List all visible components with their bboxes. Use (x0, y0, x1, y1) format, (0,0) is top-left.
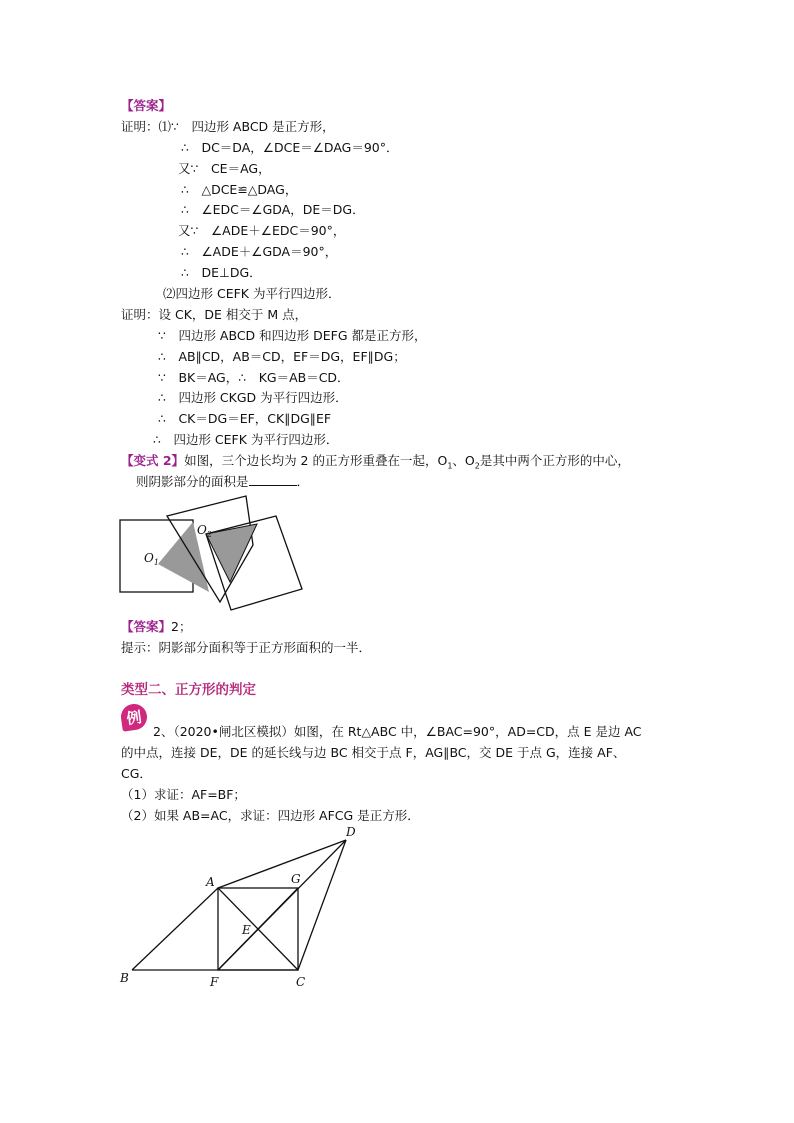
section-heading: 类型二、正方形的判定 (121, 682, 256, 698)
proof-2-step-1: ∵ 四边形 ABCD 和四边形 DEFG 都是正方形， (158, 328, 427, 343)
segment-ad (218, 840, 346, 888)
answer-blank (249, 473, 297, 486)
variant-sub-1: 1 (447, 461, 453, 471)
point-f: F (210, 975, 219, 989)
proof-1-step-4: ∴ ∠EDC＝∠GDA，DE＝DG． (181, 202, 365, 218)
proof-2-step-4: ∴ 四边形 CKGD 为平行四边形． (158, 390, 348, 406)
question-2: （2）如果 AB=AC，求证：四边形 AFCG 是正方形． (121, 808, 420, 823)
point-g: G (291, 872, 301, 886)
geometry-figure (110, 820, 370, 1000)
blank-end: ． (296, 474, 310, 489)
point-b: B (120, 971, 129, 985)
proof-1-step-7: ∴ DE⊥DG． (181, 264, 262, 280)
example-badge: 例 (119, 702, 148, 731)
point-e: E (242, 923, 251, 937)
question-1: （1）求证：AF=BF； (121, 787, 246, 802)
overlapping-squares-figure (110, 492, 310, 616)
label-o1: $O_1$ (144, 551, 159, 567)
point-a: A (206, 875, 215, 889)
answer-tag: 【答案】 (121, 98, 172, 113)
point-d: D (346, 825, 356, 839)
proof-1-step-2: 又∵ CE＝AG， (178, 160, 271, 176)
answer-2-hint: 提示：阴影部分面积等于正方形面积的一半． (121, 640, 372, 655)
segment-ab (132, 888, 218, 970)
proof-1-intro: 证明：⑴∵ 四边形 ABCD 是正方形， (121, 119, 335, 134)
variant-question-line-2 (136, 472, 309, 492)
answer-2-tag: 【答案】 (121, 619, 172, 634)
variant-tag: 【变式 2】 (121, 453, 185, 468)
proof-1-step-1: ∴ DC＝DA，∠DCE＝∠DAG＝90°． (181, 140, 399, 155)
problem-line-3: CG． (121, 766, 152, 781)
variant-text-b: 是其中两个正方形的中心， (479, 453, 630, 468)
proof-1-step-3: ∴ △DCE≌△DAG， (181, 181, 298, 197)
proof-2-step-5: ∴ CK＝DG＝EF，CK∥DG∥EF (158, 411, 332, 427)
variant-line-2-text: 则阴影部分的面积是 (136, 474, 249, 489)
answer-2-line (121, 617, 191, 637)
proof-2-step-3: ∵ BK＝AG，∴ KG＝AB＝CD． (158, 369, 350, 385)
variant-sub-2: 2 (474, 461, 480, 471)
point-c: C (296, 975, 306, 989)
problem-line-2: 的中点，连接 DE，DE 的延长线与边 BC 相交于点 F，AG∥BC，交 DE 于点 G，连接 AF、 (121, 745, 626, 760)
problem-line-1: 2、（2020•闸北区模拟）如图，在 Rt△ABC 中，∠BAC=90°，AD=CD，点 E 是边 AC (153, 724, 642, 739)
segment-dc (298, 840, 346, 970)
proof-1-step-5: 又∵ ∠ADE＋∠EDC＝90°， (178, 223, 346, 239)
answer-2-value: 2； (171, 619, 192, 634)
proof-2-step-6: ∴ 四边形 CEFK 为平行四边形． (153, 432, 339, 447)
variant-text-a: 如图，三个边长均为 2 的正方形重叠在一起，O (184, 453, 448, 468)
proof-2-step-2: ∴ AB∥CD，AB＝CD，EF＝DG，EF∥DG； (158, 348, 406, 364)
variant-sep: 、O (452, 453, 475, 468)
part-2-title: ⑵四边形 CEFK 为平行四边形． (163, 286, 341, 301)
label-o2: $O_2$ (197, 523, 212, 539)
proof-2-intro: 证明：设 CK，DE 相交于 M 点， (121, 307, 308, 322)
proof-1-step-6: ∴ ∠ADE＋∠GDA＝90°， (181, 244, 338, 259)
